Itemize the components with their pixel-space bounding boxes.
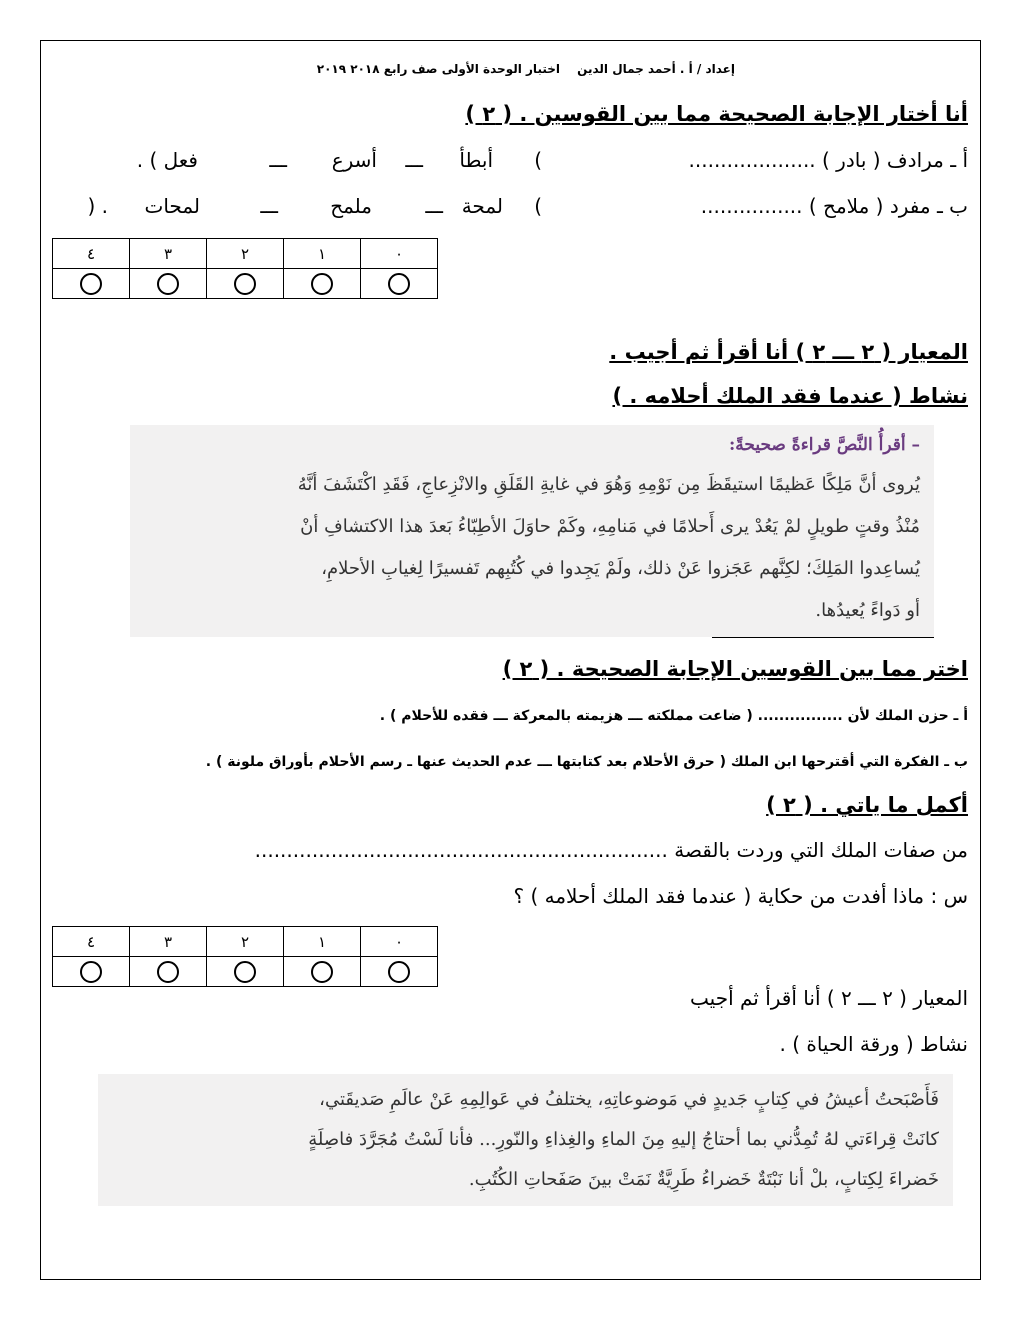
score-circle[interactable] — [80, 273, 102, 295]
q1b-sep-2: ـــ — [260, 194, 278, 218]
score-circle[interactable] — [388, 273, 410, 295]
score-number: ٣ — [130, 927, 207, 957]
q1b-option-2: ملمح — [330, 194, 372, 218]
q1b-open: ( — [534, 194, 542, 218]
score-number: ١ — [284, 239, 361, 269]
q1b-label: ب ـ مفرد ( ملامح ) ................ — [700, 194, 968, 218]
q1a-label: أ ـ مرادف ( بادر ) .................... — [688, 148, 968, 172]
complete-question: من صفات الملك التي وردت بالقصة ................................................................. — [254, 838, 968, 862]
passage-line: مُنْذُ وقتٍ طويلٍ لمْ يَعُدْ يرى أَحلامًا في مَنامِهِ، وكَمْ حاوَلَ الأطِبّاءُ بَعدَ هذا الاكتشافِ أنْ — [300, 516, 920, 537]
score-circle[interactable] — [157, 961, 179, 983]
choose-title: اختر مما بين القوسين الإجابة الصحيحة . ( ٢ ) — [502, 657, 968, 681]
score-circle[interactable] — [311, 273, 333, 295]
passage-title: – أقرأُ النَّصَّ قراءةً صحيحةً: — [728, 435, 920, 455]
score-table-1 — [52, 238, 438, 299]
q1a-sep-2: ـــ — [269, 148, 287, 172]
q1a-option-3: فعل ) . — [136, 148, 198, 172]
q1b-sep-1: ـــ — [425, 194, 443, 218]
score-number: ٠ — [361, 239, 438, 269]
reading-passage-2 — [98, 1074, 953, 1206]
q2b: ب ـ الفكرة التي أقترحها ابن الملك ( حرق الأحلام بعد كتابتها ـــ عدم الحديث عنها ـ رسم الأحلام بأوراق ملونة ) . — [205, 754, 968, 770]
header-author: إعداد / أ . أحمد جمال الدين — [577, 62, 735, 76]
score-circle[interactable] — [157, 273, 179, 295]
score-number: ٠ — [361, 927, 438, 957]
score-number: ٢ — [207, 927, 284, 957]
score-number: ١ — [284, 927, 361, 957]
complete-title: أكمل ما ياتي . ( ٢ ) — [766, 793, 968, 817]
score-number: ٢ — [207, 239, 284, 269]
score-number: ٣ — [130, 239, 207, 269]
section1-title: أنا أختار الإجابة الصحيحة مما بين القوسين . ( ٢ ) — [465, 102, 968, 126]
q1a-open: ( — [534, 148, 542, 172]
open-question: س : ماذا أفدت من حكاية ( عندما فقد الملك أحلامه ) ؟ — [513, 884, 968, 908]
passage-line: يُروى أنَّ مَلِكًا عَظيمًا استيقَظَ مِن نَوْمِهِ وَهُوَ في غايةِ القَلَقِ والانْزِعاجِ، فَقَدِ اكْتَشَفَ أنَّهُ — [297, 474, 920, 495]
divider — [712, 637, 934, 638]
passage-line: كانَتْ قِراءَتي لهُ تُمِدُّني بما أحتاجُ إليهِ مِنَ الماءِ والغِذاءِ والنّورِ... فأنا لَسْتُ مُجَرَّدَ فاصِلَةٍ — [308, 1129, 939, 1150]
q1b-option-3: لمحات — [144, 194, 200, 218]
score-circle[interactable] — [388, 961, 410, 983]
q1a-option-1: أبطأ — [459, 148, 493, 172]
header-exam: اختبار الوحدة الأولى صف رابع ٢٠١٨ ٢٠١٩ — [316, 62, 560, 76]
passage-line: فَأَصْبَحتُ أعيشُ في كِتابٍ جَديدٍ في مَوضوعاتِهِ، يختلفُ في عَوالِمِهِ عَنْ عالَمِ صَديقَتي، — [319, 1089, 939, 1110]
q2a: أ ـ حزن الملك لأن ................ ( ضاعت مملكته ـــ هزيمته بالمعركة ـــ فقده للأحلام ) . — [379, 708, 968, 724]
score-number: ٤ — [53, 927, 130, 957]
q1b-close: ) . — [87, 194, 108, 218]
score-table-2 — [52, 926, 438, 987]
score-circle[interactable] — [234, 273, 256, 295]
reading-passage-1 — [130, 425, 934, 637]
section2-activity: نشاط ( عندما فقد الملك أحلامه . ) — [612, 384, 968, 408]
passage-line: خَضراءَ لِكِتابٍ، بلْ أنا نَبْتَةٌ خَضراءُ طَرِيَّةٌ نَمَتْ بينَ صَفَحاتِ الكُتُبِ. — [468, 1169, 939, 1190]
q1a-sep-1: ـــ — [405, 148, 423, 172]
score-circle[interactable] — [311, 961, 333, 983]
q1a-option-2: أسرع — [331, 148, 377, 172]
section2-criterion: المعيار ( ٢ ـــ ٢ ) أنا أقرأ ثم أجيب . — [609, 340, 968, 364]
score-circle[interactable] — [80, 961, 102, 983]
passage-line: أو دَواءً يُعيدُها. — [815, 600, 920, 621]
section3-activity: نشاط ( ورقة الحياة ) . — [779, 1032, 968, 1056]
score-number: ٤ — [53, 239, 130, 269]
section3-criterion: المعيار ( ٢ ـــ ٢ ) أنا أقرأ ثم أجيب — [690, 986, 968, 1010]
q1b-option-1: لمحة — [461, 194, 503, 218]
score-circle[interactable] — [234, 961, 256, 983]
passage-line: يُساعِدوا المَلِكَ؛ لكِنَّهم عَجَزوا عَنْ ذلك، ولَمْ يَجِدوا في كُتُبِهم تَفسيرًا لِغيابِ الأحلامِ، — [321, 558, 920, 579]
